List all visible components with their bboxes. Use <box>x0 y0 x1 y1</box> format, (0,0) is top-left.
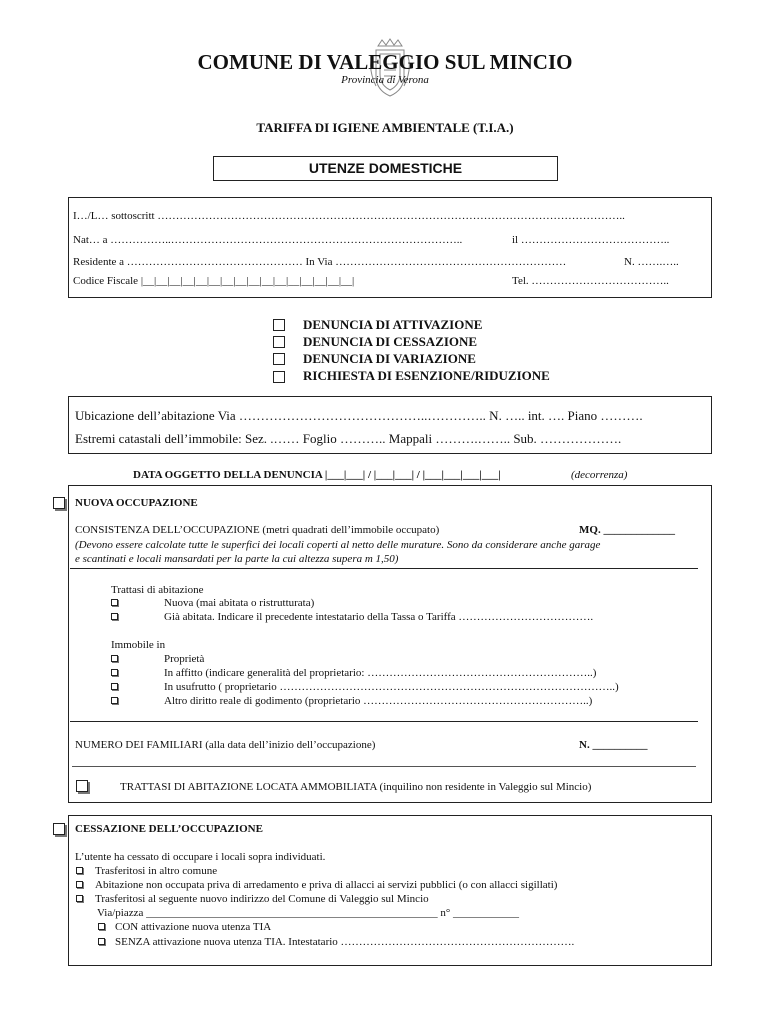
checkbox-icon[interactable] <box>98 923 105 930</box>
phone-field[interactable]: Tel. ……………………………….. <box>512 275 669 287</box>
property-option-other[interactable]: Altro diritto reale di godimento (proprietario ……………………………………………………..) <box>111 695 592 707</box>
checkbox-icon[interactable] <box>111 669 118 676</box>
residence-field[interactable]: Residente a ………………………………………… In Via ……………………………………………………… <box>73 256 567 268</box>
with-activation-option[interactable]: CON attivazione nuova utenza TIA <box>98 921 271 933</box>
checkbox-icon[interactable] <box>111 655 118 662</box>
cessation-checkbox[interactable] <box>273 336 285 348</box>
dwelling-type-label: Trattasi di abitazione <box>111 584 204 596</box>
tax-code-field[interactable]: Codice Fiscale |__|__|__|__|__|__|__|__|__|__|__|__|__|__|__|__| <box>73 275 355 287</box>
property-label: Immobile in <box>111 639 166 651</box>
without-activation-option[interactable]: SENZA attivazione nuova utenza TIA. Intestatario ………………………………………………………. <box>98 936 574 948</box>
checkbox-icon[interactable] <box>76 881 83 888</box>
consistency-label: CONSISTENZA DELL’OCCUPAZIONE (metri quadrati dell’immobile occupato) <box>75 524 440 536</box>
exemption-checkbox[interactable] <box>273 371 285 383</box>
furnished-checkbox[interactable] <box>76 780 88 792</box>
surface-note-1: (Devono essere calcolate tutte le superfici dei locali coperti al netto delle murature. Sono da considerare anche garage <box>75 539 601 551</box>
cessation-label: DENUNCIA DI CESSAZIONE <box>303 334 478 349</box>
activation-checkbox[interactable] <box>273 319 285 331</box>
page-title: COMUNE DI VALEGGIO SUL MINCIO <box>197 50 573 74</box>
cessation-intro: L’utente ha cessato di occupare i locali sopra individuati. <box>75 851 326 863</box>
new-address-field[interactable]: Via/piazza _____________________________________________________ n° ____________ <box>97 907 520 919</box>
checkbox-icon[interactable] <box>111 683 118 690</box>
property-option-owned[interactable]: Proprietà <box>111 653 204 665</box>
variation-label: DENUNCIA DI VARIAZIONE <box>303 351 476 366</box>
checkbox-icon[interactable] <box>111 613 118 620</box>
cessation-title: CESSAZIONE DELL’OCCUPAZIONE <box>75 823 263 835</box>
category-label: UTENZE DOMESTICHE <box>308 160 463 176</box>
family-count-label: NUMERO DEI FAMILIARI (alla data dell’inizio dell’occupazione) <box>75 739 376 751</box>
date-note: (decorrenza) <box>571 469 628 481</box>
house-number-field[interactable]: N. …….….. <box>624 256 679 268</box>
variation-checkbox[interactable] <box>273 353 285 365</box>
page-subtitle: Provincia di Verona <box>341 74 429 86</box>
divider <box>70 721 698 722</box>
divider <box>72 766 696 767</box>
dwelling-option-used[interactable]: Già abitata. Indicare il precedente intestatario della Tassa o Tariffa ………………………………. <box>111 611 593 623</box>
cessation-section-checkbox[interactable] <box>53 823 65 835</box>
surface-note-2: e scantinati e locali mansardati per la parte la cui altezza supera m 1,50) <box>75 553 399 565</box>
category-box <box>213 156 558 181</box>
divider <box>70 568 698 569</box>
new-occupation-checkbox[interactable] <box>53 497 65 509</box>
property-option-usufruct[interactable]: In usufrutto ( proprietario ………………………………………………………………………………..) <box>111 681 619 693</box>
tariff-heading: TARIFFA DI IGIENE AMBIENTALE (T.I.A.) <box>256 120 514 135</box>
cessation-option-unoccupied[interactable]: Abitazione non occupata priva di arredamento e priva di allacci ai servizi pubblici (o con allacci sigillati) <box>76 879 557 891</box>
furnished-label: TRATTASI DI ABITAZIONE LOCATA AMMOBILIATA (inquilino non residente in Valeggio sul Mincio) <box>120 781 592 793</box>
checkbox-icon[interactable] <box>76 867 83 874</box>
checkbox-icon[interactable] <box>111 599 118 606</box>
undersigned-line[interactable]: I…/L… sottoscritt ……………………………………………………………………………………………………………….. <box>73 210 625 222</box>
cessation-option-moved-away[interactable]: Trasferitosi in altro comune <box>76 865 217 877</box>
activation-label: DENUNCIA DI ATTIVAZIONE <box>303 317 483 332</box>
new-occupation-title: NUOVA OCCUPAZIONE <box>75 497 198 509</box>
birthplace-field[interactable]: Nat… a ……………..…………………………………………………………………….. <box>73 234 463 246</box>
address-field[interactable]: Ubicazione dell’abitazione Via ……………………………………..………….. N. ….. int. …. Piano ………. <box>75 408 643 423</box>
checkbox-icon[interactable] <box>111 697 118 704</box>
date-field[interactable]: DATA OGGETTO DELLA DENUNCIA |___|___| / |___|___| / |___|___|___|___| <box>133 469 501 481</box>
cadastral-field[interactable]: Estremi catastali dell’immobile: Sez. .…… Foglio ……….. Mappali ……….…….. Sub. ………………. <box>75 431 622 446</box>
dwelling-option-new[interactable]: Nuova (mai abitata o ristrutturata) <box>111 597 314 609</box>
family-count-field[interactable]: N. __________ <box>579 739 648 751</box>
cessation-option-new-address[interactable]: Trasferitosi al seguente nuovo indirizzo del Comune di Valeggio sul Mincio <box>76 893 429 905</box>
square-meters-field[interactable]: MQ. _____________ <box>579 524 675 536</box>
exemption-label: RICHIESTA DI ESENZIONE/RIDUZIONE <box>303 368 550 383</box>
checkbox-icon[interactable] <box>98 938 105 945</box>
checkbox-icon[interactable] <box>76 895 83 902</box>
birthdate-field[interactable]: il ………………………………….. <box>512 234 670 246</box>
property-option-rented[interactable]: In affitto (indicare generalità del proprietario: ……………………………………………………..) <box>111 667 596 679</box>
